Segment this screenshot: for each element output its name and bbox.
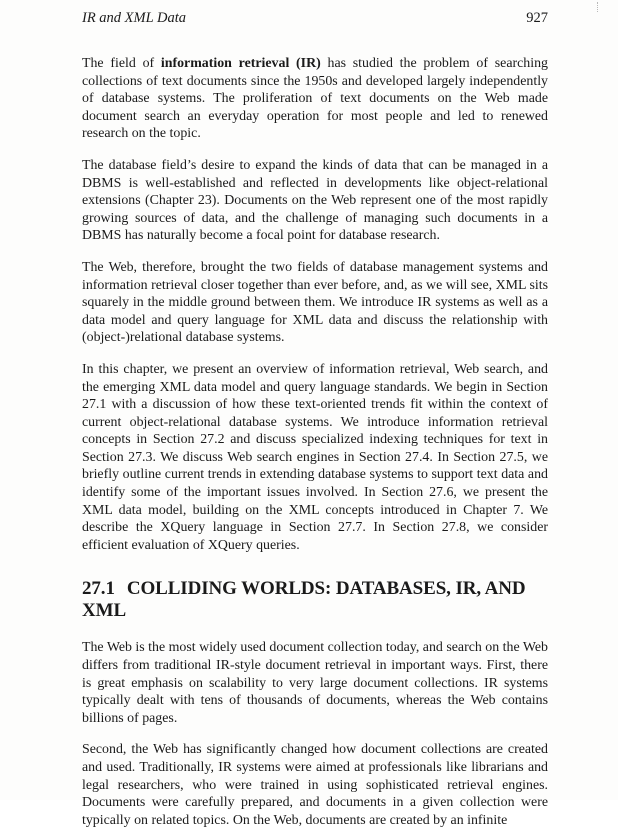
paragraph-text: has studied the problem of searching collections of text documents since the 1950s and developed largely independently of database systems. The proliferation of text documents on the Web made document search an everyday operation for most people and led to renewed research on the topic. bbox=[82, 56, 548, 142]
section-number: 27.1 bbox=[82, 578, 115, 600]
section-title: COLLIDING WORLDS: DATABASES, IR, AND XML bbox=[82, 578, 526, 622]
running-title: IR and XML Data bbox=[82, 10, 187, 26]
paragraph-database-field: The database field’s desire to expand the kinds of data that can be managed in a DBMS is well-established and reflected in developments like object-relational extensions (Chapter 23). Documents on the Web represent one of the most rapidly growing sources of data, and the challenge of managing such documents in a DBMS has naturally become a focal point for database research. bbox=[82, 157, 548, 244]
scan-edge-mark bbox=[597, 2, 600, 12]
body-text bbox=[82, 55, 548, 829]
paragraph-web-fields: The Web, therefore, brought the two fields of database management systems and information retrieval closer together than ever before, and, as we will see, XML sits squarely in the middle ground between them. We introduce IR systems as well as a data model and query language for XML data and discuss the relationship with (object-)relational database systems. bbox=[82, 259, 548, 346]
running-header bbox=[82, 8, 548, 28]
paragraph-web-collection: The Web is the most widely used document collection today, and search on the Web differs from traditional IR-style document retrieval in important ways. First, there is great emphasis on scalability to very large document collections. IR systems typically dealt with tens of thousands of documents, whereas the Web contains billions of pages. bbox=[82, 640, 548, 726]
paragraph-web-changed: Second, the Web has significantly changed how document collections are created and used. Traditionally, IR systems were aimed at professionals like librarians and legal researchers, who were trained in using sophisticated retrieval engines. Documents were carefully prepared, and documents in a given collection were typically on related topics. On the Web, documents are created by an infinite bbox=[82, 742, 548, 828]
paragraph-intro-ir bbox=[82, 55, 548, 143]
section-heading bbox=[82, 578, 548, 622]
paragraph-chapter-overview: In this chapter, we present an overview of information retrieval, Web search, and the emerging XML data model and query language standards. We begin in Section 27.1 with a discussion of how these text-oriented trends fit within the context of current object-relational database systems. We introduce information retrieval concepts in Section 27.2 and discuss specialized indexing techniques for text in Section 27.3. We discuss Web search engines in Section 27.4. In Section 27.5, we briefly outline current trends in extending database systems to support text data and identify some of the important issues involved. In Section 27.6, we present the XML data model, building on the XML concepts introduced in Chapter 7. We describe the XQuery language in Section 27.7. In Section 27.8, we consider efficient evaluation of XQuery queries. bbox=[82, 361, 548, 553]
paragraph-text: The field of bbox=[82, 56, 161, 71]
bold-term-information-retrieval: information retrieval (IR) bbox=[160, 56, 321, 71]
page-number: 927 bbox=[526, 10, 548, 26]
